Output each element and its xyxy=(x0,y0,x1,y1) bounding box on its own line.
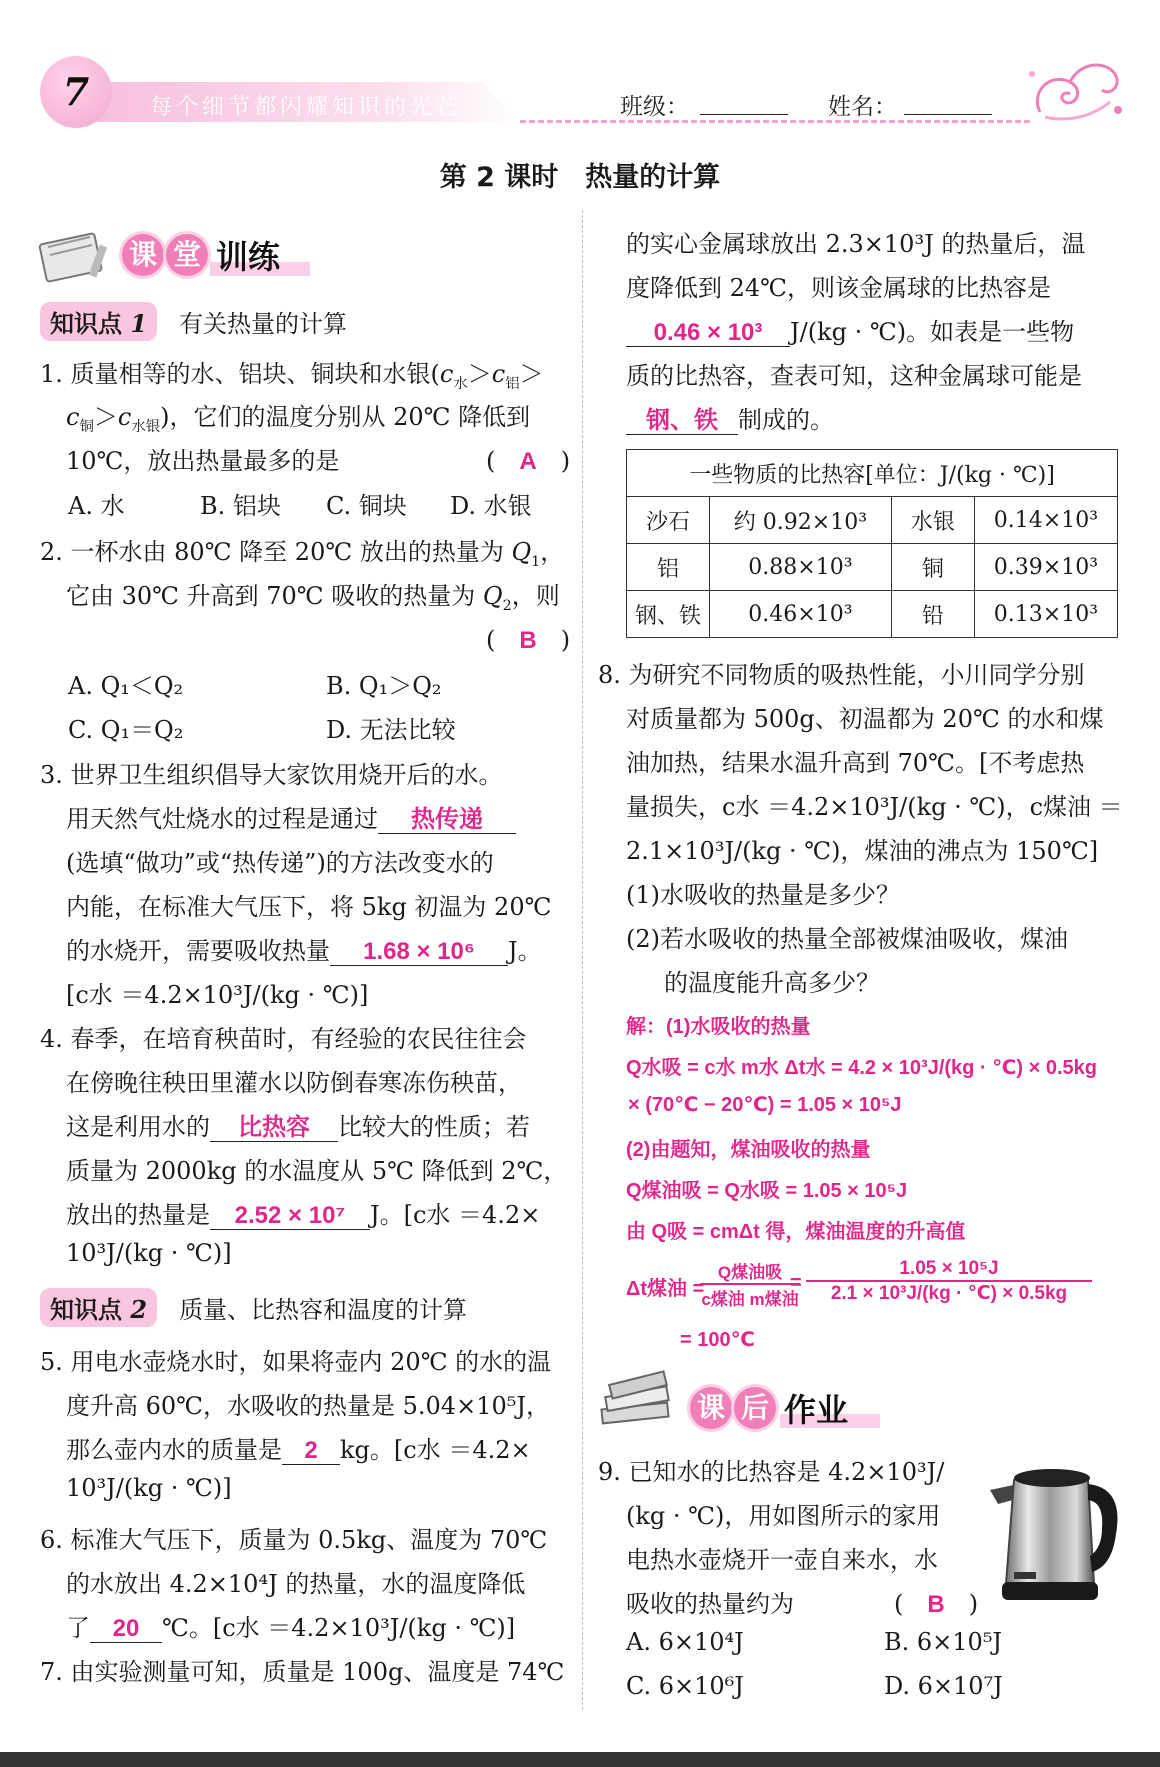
q9-line: 吸收的热量约为 xyxy=(626,1590,794,1618)
fraction-1 xyxy=(700,1258,800,1310)
q7-line: 钢、铁 制成的。 xyxy=(626,400,834,435)
q8-line: 对质量都为 500g、初温都为 20℃ 的水和煤 xyxy=(626,705,1104,733)
table-row xyxy=(627,544,1118,591)
q7-line: 质的比热容，查表可知，这种金属球可能是 xyxy=(626,362,1082,390)
heading-bubble: 后 xyxy=(734,1387,776,1429)
q4-blank-1: 比热容 xyxy=(210,1115,338,1142)
q6-blank: 20 xyxy=(90,1616,162,1643)
q9-line: 9. 已知水的比热容是 4.2×10³J/ xyxy=(598,1458,945,1486)
q6-line: 的水放出 4.2×10⁴J 的热量，水的温度降低 xyxy=(66,1570,526,1598)
table-cell: 0.46×10³ xyxy=(710,591,892,638)
solution-line: 解：(1)水吸收的热量 xyxy=(626,1016,811,1038)
q4-line: 放出的热量是 2.52 × 10⁷ J。[c水 ＝4.2× xyxy=(66,1201,541,1229)
table-cell: 约 0.92×10³ xyxy=(710,497,892,544)
q5-line: 度升高 60℃，水吸收的热量是 5.04×10⁵J， xyxy=(66,1392,550,1420)
q5-line: 5. 用电水壶烧水时，如果将壶内 20℃ 的水的温 xyxy=(40,1348,552,1376)
table-row xyxy=(627,591,1118,638)
q7-blank-2: 钢、铁 xyxy=(626,408,738,435)
q9-line: (kg · ℃)，用如图所示的家用 xyxy=(626,1502,941,1530)
table-cell: 铝 xyxy=(627,544,710,591)
table-cell: 0.13×10³ xyxy=(974,591,1117,638)
knowledge-point-1 xyxy=(40,302,347,341)
classroom-training-heading xyxy=(122,232,280,278)
table-cell: 铅 xyxy=(891,591,974,638)
column-divider xyxy=(582,210,583,1710)
q4-blank-2: 2.52 × 10⁷ xyxy=(210,1203,370,1230)
q1-answer: ( A ) xyxy=(486,447,571,475)
q5-line: 那么壶内水的质量是 2 kg。[c水 ＝4.2× xyxy=(66,1436,531,1464)
option: A. 水 xyxy=(68,492,125,520)
solution-line: 由 Q吸 = cmΔt 得，煤油温度的升高值 xyxy=(626,1221,966,1243)
solution-line: Q煤油吸 = Q水吸 = 1.05 × 10⁵J xyxy=(626,1180,908,1202)
solution-line: Δt煤油 = xyxy=(626,1278,705,1300)
q2-line: 它由 30℃ 升高到 70℃ 吸收的热量为 $Q_2$，则 xyxy=(66,582,560,614)
name-field[interactable] xyxy=(904,86,992,115)
q3-blank-2: 1.68 × 10⁶ xyxy=(330,939,508,966)
heading-bubble: 课 xyxy=(690,1387,732,1429)
knowledge-point-2 xyxy=(40,1288,467,1327)
option: A. Q₁＜Q₂ xyxy=(68,672,184,700)
q6-line: 6. 标准大气压下，质量为 0.5kg、温度为 70℃ xyxy=(40,1526,548,1554)
q4-line: 在傍晚往秧田里灌水以防倒春寒冻伤秧苗， xyxy=(66,1069,522,1097)
lesson-title: 第 2 课时 热量的计算 xyxy=(439,162,721,193)
q4-line: 质量为 2000kg 的水温度从 5℃ 降低到 2℃， xyxy=(66,1157,568,1185)
option: C. 6×10⁶J xyxy=(626,1672,744,1700)
q8-line: 油加热，结果水温升高到 70℃。[不考虑热 xyxy=(626,749,1085,777)
bottom-bar xyxy=(0,1752,1160,1767)
solution-line: × (70℃ − 20℃) = 1.05 × 10⁵J xyxy=(628,1094,902,1116)
specific-heat-table xyxy=(626,449,1118,638)
solution-line: = 100℃ xyxy=(680,1329,755,1351)
table-cell: 0.88×10³ xyxy=(710,544,892,591)
q7-blank-1: 0.46 × 10³ xyxy=(626,320,790,347)
equals-sign: = xyxy=(790,1272,802,1294)
q2-answer: ( B ) xyxy=(486,626,571,654)
q4-line: 这是利用水的 比热容 比较大的性质；若 xyxy=(66,1113,530,1141)
q8-line: 8. 为研究不同物质的吸热性能，小川同学分别 xyxy=(598,661,1085,689)
header-motto: 每个细节都闪耀知识的光芒 xyxy=(150,95,463,120)
table-cell: 沙石 xyxy=(627,497,710,544)
q8-line: (2)若水吸收的热量全部被煤油吸收，煤油 xyxy=(626,925,1068,953)
option: B. 铝块 xyxy=(200,492,281,520)
option: B. Q₁＞Q₂ xyxy=(326,672,442,700)
option: D. 无法比较 xyxy=(326,716,456,744)
q8-line: 量损失，c水 ＝4.2×10³J/(kg · ℃)，c煤油 ＝ xyxy=(626,793,1123,821)
q6-line: 了 20 ℃。[c水 ＝4.2×10³J/(kg · ℃)] xyxy=(66,1614,516,1642)
fraction-numerator: 1.05 × 10⁵J xyxy=(806,1258,1092,1282)
solution-line: (2)由题知，煤油吸收的热量 xyxy=(626,1139,871,1161)
q8-line: 2.1×10³J/(kg · ℃)，煤油的沸点为 150℃] xyxy=(626,837,1099,865)
option: B. 6×10⁵J xyxy=(884,1628,1003,1656)
q7-line: 7. 由实验测量可知，质量是 100g、温度是 74℃ xyxy=(40,1658,565,1686)
q4-line: 4. 春季，在培育秧苗时，有经验的农民往往会 xyxy=(40,1025,527,1053)
heading-text: 训练 xyxy=(216,238,281,276)
kp-tag: 知识点 1 xyxy=(40,302,157,341)
solution-line: Q水吸 = c水 m水 Δt水 = 4.2 × 10³J/(kg · ℃) × 0.5kg xyxy=(626,1057,1097,1079)
name-label: 姓名： xyxy=(828,94,897,120)
q3-line: [c水 ＝4.2×10³J/(kg · ℃)] xyxy=(66,981,369,1009)
table-caption: 一些物质的比热容[单位：J/(kg · ℃)] xyxy=(627,450,1118,497)
option: D. 6×10⁷J xyxy=(884,1672,1003,1700)
kp-title: 质量、比热容和温度的计算 xyxy=(179,1296,468,1324)
table-cell: 水银 xyxy=(891,497,974,544)
books-icon xyxy=(600,1370,680,1432)
q9-answer: ( B ) xyxy=(894,1590,979,1618)
option: A. 6×10⁴J xyxy=(626,1628,744,1656)
q3-line: (选填“做功”或“热传递”)的方法改变水的 xyxy=(66,849,494,877)
q9-line: 电热水壶烧开一壶自来水，水 xyxy=(626,1546,938,1574)
fraction-2 xyxy=(806,1258,1092,1305)
q7-line: 0.46 × 10³ J/(kg · ℃)。如表是一些物 xyxy=(626,312,1074,347)
q3-line: 内能，在标准大气压下，将 5kg 初温为 20℃ xyxy=(66,893,552,921)
q8-line: 的温度能升高多少？ xyxy=(664,969,880,997)
heading-bubble: 课 xyxy=(122,234,164,276)
flourish-ornament-icon xyxy=(1020,52,1130,132)
q7-line: 度降低到 24℃，则该金属球的比热容是 xyxy=(626,274,1052,302)
q3-line: 用天然气灶烧水的过程是通过 热传递 xyxy=(66,799,516,834)
q3-line: 3. 世界卫生组织倡导大家饮用烧开后的水。 xyxy=(40,761,503,789)
q5-line: 10³J/(kg · ℃)] xyxy=(66,1474,232,1502)
electric-kettle-icon xyxy=(984,1444,1124,1610)
heading-bubble: 堂 xyxy=(166,234,208,276)
option: D. 水银 xyxy=(450,492,532,520)
option: C. Q₁＝Q₂ xyxy=(68,716,184,744)
q1-line: $c_铜>c_{水银}$)，它们的温度分别从 20℃ 降低到 xyxy=(66,403,531,435)
table-cell: 0.14×10³ xyxy=(974,497,1117,544)
table-cell: 钢、铁 xyxy=(627,591,710,638)
q4-line: 10³J/(kg · ℃)] xyxy=(66,1239,232,1267)
option: C. 铜块 xyxy=(326,492,407,520)
notebook-icon xyxy=(38,225,118,285)
table-row xyxy=(627,497,1118,544)
table-cell: 0.39×10³ xyxy=(974,544,1117,591)
heading-text: 作业 xyxy=(784,1391,849,1429)
q7-line: 的实心金属球放出 2.3×10³J 的热量后，温 xyxy=(626,230,1086,258)
q3-blank-1: 热传递 xyxy=(378,807,516,834)
header-dashed-line xyxy=(520,120,1030,123)
fraction-denominator: 2.1 × 10³J/(kg · ℃) × 0.5kg xyxy=(830,1283,1068,1304)
table-cell: 铜 xyxy=(891,544,974,591)
q5-blank: 2 xyxy=(282,1438,340,1465)
class-field[interactable] xyxy=(700,86,788,115)
class-label: 班级： xyxy=(620,94,689,120)
q2-line: 2. 一杯水由 80℃ 降至 20℃ 放出的热量为 $Q_1$， xyxy=(40,538,565,570)
q8-line: (1)水吸收的热量是多少？ xyxy=(626,881,900,909)
fraction-numerator: Q煤油吸 xyxy=(700,1258,800,1285)
kp-title: 有关热量的计算 xyxy=(179,310,348,338)
q3-line: 的水烧开，需要吸收热量 1.68 × 10⁶ J。 xyxy=(66,937,542,965)
q1-line: 10℃，放出热量最多的是 xyxy=(66,447,340,475)
homework-heading xyxy=(690,1385,848,1431)
fraction-denominator: c煤油 m煤油 xyxy=(701,1290,799,1309)
kp-tag: 知识点 2 xyxy=(40,1288,157,1327)
page-number: 7 xyxy=(62,69,90,114)
q1-line: 1. 质量相等的水、铝块、铜块和水银($c_水>c_铝>$ xyxy=(40,360,544,392)
